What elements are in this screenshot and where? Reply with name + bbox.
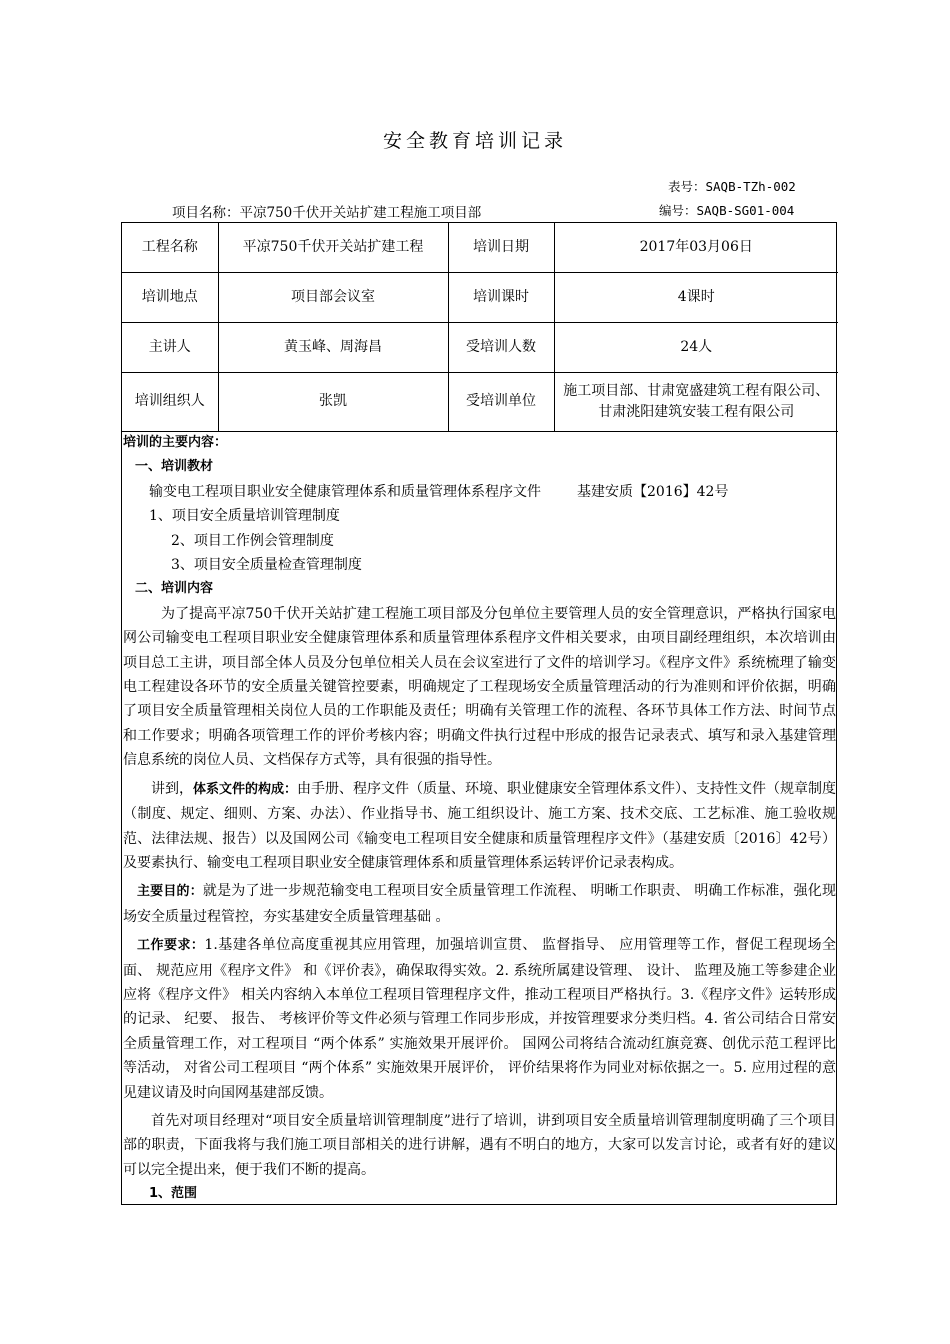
training-content xyxy=(122,431,838,1207)
section-materials-heading: 一、培训教材 xyxy=(135,459,214,475)
info-row xyxy=(122,223,838,272)
paragraph-system-docs: 讲到，体系文件的构成：由手册、程序文件（质量、环境、职业健康安全管理体系文件）、支持性文件（规章制度（制度、规定、细则、方案、办法）、作业指导书、施工组织设计、施工方案、技术交底、工艺标准、施工验收规范、法律法规、报告）以及国网公司《输变电工程项目安全健康和质量管理程序文件》（基建安质〔2016〕42号）及要素执行、输变电工程项目职业安全健康管理体系和质量管理体系运转评价记录表构成。 xyxy=(123,780,837,871)
info-table xyxy=(122,223,838,432)
paragraph-purpose: 主要目的：就是为了进一步规范输变电工程项目安全质量管理工作流程、 明晰工作职责、 明确工作标准，强化现场安全质量过程管控，夯实基建安全质量管理基础 。 xyxy=(123,883,836,925)
value-training-location: 项目部会议室 xyxy=(218,272,448,322)
material-item: 2、项目工作例会管理制度 xyxy=(171,532,334,549)
value-training-hours: 4课时 xyxy=(554,272,838,322)
info-row xyxy=(122,322,838,372)
material-item: 3、项目安全质量检查管理制度 xyxy=(171,557,362,574)
label-project-name: 工程名称 xyxy=(122,223,218,272)
value-organizer: 张凯 xyxy=(218,372,448,431)
value-lecturer: 黄玉峰、周海昌 xyxy=(218,322,448,372)
label-training-date: 培训日期 xyxy=(448,223,554,272)
section-content-heading: 二、培训内容 xyxy=(135,581,214,597)
label-trainee-count: 受培训人数 xyxy=(448,322,554,372)
paragraph-requirements: 工作要求：1.基建各单位高度重视其应用管理，加强培训宣贯、 监督指导、 应用管理等工作，督促工程现场全面、 规范应用《程序文件》 和《评价表》，确保取得实效。2. 系统所属建设管理、 设计、 监理及施工等参建企业应将《程序文件》 相关内容纳入本单位工程项目管理程序文件，推动工程项目严格执行。3.《程序文件》运转形成的记录、 纪要、 报告、 考核评价等文件必须与管理工作同步形成，并按管理要求分类归档。4. 省公司结合日常安全质量管理工作，对工程项目 “两个体系” 实施效果开展评价。 国网公司将结合流动红旗竞赛、创优示范工程评比等活动， 对省公司工程项目 “两个体系” 实施效果开展评价， 评价结果将作为同业对标依据之一。5. 应用过程的意见建议请及时向国网基建部反馈。 xyxy=(123,937,836,1101)
section-scope-heading: 1、范围 xyxy=(149,1186,198,1202)
info-row xyxy=(122,272,838,322)
label-trained-units: 受培训单位 xyxy=(448,372,554,431)
value-trainee-count: 24人 xyxy=(554,322,838,372)
value-training-date: 2017年03月06日 xyxy=(554,223,838,272)
material-item: 1、项目安全质量培训管理制度 xyxy=(149,508,340,525)
label-training-hours: 培训课时 xyxy=(448,272,554,322)
material-code: 基建安质【2016】42号 xyxy=(577,483,729,500)
label-lecturer: 主讲人 xyxy=(122,322,218,372)
material-name: 输变电工程项目职业安全健康管理体系和质量管理体系程序文件 xyxy=(149,483,541,500)
training-record-table xyxy=(121,222,837,1205)
label-training-location: 培训地点 xyxy=(122,272,218,322)
paragraph-intro: 为了提高平凉750千伏开关站扩建工程施工项目部及分包单位主要管理人员的安全管理意识，严格执行国家电网公司输变电工程项目职业安全健康管理体系和质量管理体系程序文件相关要求，由项目副经理组织，本次培训由项目总工主讲，项目部全体人员及分包单位相关人员在会议室进行了文件的培训学习。《程序文件》系统梳理了输变电工程建设各环节的安全质量关键管控要素，明确规定了工程现场安全质量管理活动的行为准则和评价依据，明确了项目安全质量管理相关岗位人员的工作职能及责任；明确有关管理工作的流程、各环节具体工作方法、时间节点和工作要求；明确各项管理工作的评价考核内容；明确文件执行过程中形成的报告记录表式、填写和录入基建管理信息系统的岗位人员、文档保存方式等，具有很强的指导性。 xyxy=(123,605,836,769)
value-trained-units: 施工项目部、甘肃宽盛建筑工程有限公司、甘肃洮阳建筑安装工程有限公司 xyxy=(554,372,838,431)
paragraph-training-intro: 首先对项目经理对“项目安全质量培训管理制度”进行了培训，讲到项目安全质量培训管理制度明确了三个项目部的职责，下面我将与我们施工项目部相关的进行讲解，遇有不明白的地方，大家可以发言讨论，或者有好的建议可以完全提出来，便于我们不断的提高。 xyxy=(123,1112,836,1178)
material-line xyxy=(123,480,836,504)
info-row xyxy=(122,372,838,431)
form-number: 表号：SAQB-TZh-002 xyxy=(668,179,796,194)
content-heading: 培训的主要内容： xyxy=(123,435,228,450)
serial-number: 编号：SAQB-SG01-004 xyxy=(659,203,795,218)
value-project-name: 平凉750千伏开关站扩建工程 xyxy=(218,223,448,272)
page-title: 安全教育培训记录 xyxy=(382,130,567,152)
label-organizer: 培训组织人 xyxy=(122,372,218,431)
project-name-label: 项目名称：平凉750千伏开关站扩建工程施工项目部 xyxy=(172,205,482,221)
